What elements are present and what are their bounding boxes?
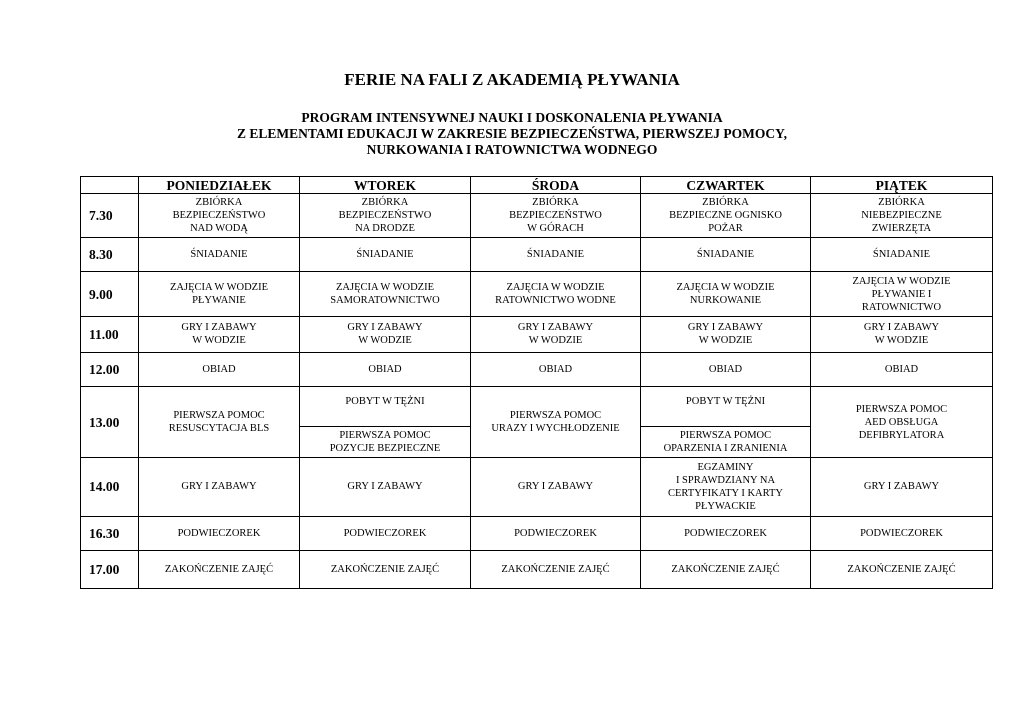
activity-cell — [300, 316, 471, 352]
cell-line: ZAJĘCIA W WODZIE — [336, 282, 434, 293]
subtitle-line: PROGRAM INTENSYWNEJ NAUKI I DOSKONALENIA PŁYWANIA — [301, 110, 723, 125]
cell-line: SAMORATOWNICTWO — [330, 295, 440, 306]
cell-line: PIERWSZA POMOC — [339, 429, 431, 441]
cell-line: ZBIÓRKA — [878, 197, 925, 209]
split-cell-bottom — [641, 427, 810, 458]
activity-cell — [641, 238, 811, 272]
cell-line: PŁYWACKIE — [695, 500, 756, 512]
cell-line: ZAKOŃCZENIE ZAJĘĆ — [330, 563, 440, 575]
cell-line: OBIAD — [538, 363, 573, 375]
cell-line: NIEBEZPIECZNE — [861, 210, 942, 222]
cell-line: EGZAMINY — [697, 461, 754, 473]
cell-line: POŻAR — [708, 223, 743, 235]
cell-line: GRY I ZABAWY — [517, 322, 594, 334]
table-row — [81, 386, 993, 457]
cell-line: BEZPIECZEŃSTWO — [509, 210, 602, 222]
cell-line: NURKOWANIE — [689, 295, 762, 306]
cell-line: CERTYFIKATY I KARTY — [667, 487, 783, 499]
cell-line: ZAKOŃCZENIE ZAJĘĆ — [164, 563, 274, 575]
split-activity-cell — [641, 386, 811, 457]
cell-line: OBIAD — [884, 363, 919, 375]
subtitle-line: Z ELEMENTAMI EDUKACJI W ZAKRESIE BEZPIECZEŃSTWA, PIERWSZEJ POMOCY, — [236, 126, 787, 141]
table-row — [81, 458, 993, 516]
header-row — [81, 177, 993, 194]
activity-cell — [641, 316, 811, 352]
cell-line: W WODZIE — [528, 335, 583, 347]
split-cell-top — [641, 387, 810, 427]
cell-line: ZAKOŃCZENIE ZAJĘĆ — [671, 563, 780, 575]
activity-cell — [811, 458, 993, 516]
cell-line: DEFIBRYLATORA — [858, 429, 945, 441]
cell-line: OBIAD — [202, 363, 236, 375]
cell-line: OBIAD — [368, 363, 402, 375]
cell-line: PIERWSZA POMOC — [679, 429, 772, 441]
activity-cell — [811, 516, 993, 550]
activity-cell — [139, 238, 300, 272]
activity-cell — [139, 458, 300, 516]
time-cell: 16.30 — [81, 516, 139, 550]
activity-cell — [139, 550, 300, 588]
split-cell-bottom-text — [330, 429, 441, 455]
activity-cell — [300, 238, 471, 272]
activity-cell — [139, 316, 300, 352]
table-row — [81, 194, 993, 238]
cell-line: RATOWNICTWO WODNE — [495, 295, 616, 306]
cell-line: BEZPIECZEŃSTWO — [172, 210, 266, 222]
activity-cell — [471, 386, 641, 457]
cell-line: PODWIECZOREK — [860, 527, 943, 539]
cell-line: GRY I ZABAWY — [347, 481, 423, 493]
cell-line: RESUSCYTACJA BLS — [168, 423, 270, 435]
time-cell: 11.00 — [81, 316, 139, 352]
time-cell: 14.00 — [81, 458, 139, 516]
cell-line: GRY I ZABAWY — [347, 322, 423, 334]
cell-line: PŁYWANIE I — [871, 288, 932, 300]
activity-cell — [471, 238, 641, 272]
cell-line: ŚNIADANIE — [526, 249, 585, 261]
cell-line: W WODZIE — [192, 335, 246, 347]
cell-line: RATOWNICTWO — [861, 301, 942, 313]
cell-line: PODWIECZOREK — [514, 527, 597, 539]
cell-line: W WODZIE — [874, 335, 929, 347]
cell-line: AED OBSŁUGA — [864, 416, 939, 428]
table-row — [81, 550, 993, 588]
corner-cell — [81, 177, 139, 194]
table-row — [81, 316, 993, 352]
table-row — [81, 238, 993, 272]
activity-cell — [300, 516, 471, 550]
time-cell: 13.00 — [81, 386, 139, 457]
cell-line: POBYT W TĘŻNI — [685, 395, 766, 407]
activity-cell — [641, 272, 811, 316]
cell-line: PIERWSZA POMOC — [509, 410, 602, 422]
activity-cell — [471, 316, 641, 352]
activity-cell — [811, 194, 993, 238]
cell-line: PIERWSZA POMOC — [855, 403, 948, 415]
activity-cell — [300, 352, 471, 386]
activity-cell — [471, 516, 641, 550]
activity-cell — [300, 550, 471, 588]
cell-line: W WODZIE — [698, 335, 753, 347]
subtitle-line: NURKOWANIA I RATOWNICTWA WODNEGO — [366, 142, 658, 157]
activity-cell — [811, 386, 993, 457]
split-cell-top-text — [345, 395, 424, 408]
cell-line: OBIAD — [708, 363, 743, 375]
cell-line: GRY I ZABAWY — [863, 481, 940, 493]
activity-cell — [300, 458, 471, 516]
activity-cell — [811, 238, 993, 272]
cell-line: GRY I ZABAWY — [687, 322, 764, 334]
day-header: PIĄTEK — [811, 177, 993, 194]
split-cell-inner — [300, 387, 470, 457]
table-row — [81, 352, 993, 386]
activity-cell — [471, 458, 641, 516]
activity-cell — [139, 194, 300, 238]
cell-line: OPARZENIA I ZRANIENIA — [663, 442, 788, 454]
split-cell-bottom-text — [664, 429, 788, 455]
cell-line: ZAKOŃCZENIE ZAJĘĆ — [847, 563, 956, 575]
activity-cell — [811, 550, 993, 588]
activity-cell — [471, 194, 641, 238]
cell-line: PODWIECZOREK — [343, 527, 427, 539]
activity-cell — [300, 194, 471, 238]
cell-line: ŚNIADANIE — [190, 249, 248, 261]
activity-cell — [139, 516, 300, 550]
cell-line: NA DRODZE — [355, 223, 415, 235]
time-cell: 9.00 — [81, 272, 139, 316]
time-cell: 17.00 — [81, 550, 139, 588]
time-cell: 7.30 — [81, 194, 139, 238]
cell-line: ZAJĘCIA W WODZIE — [676, 282, 775, 293]
cell-line: ZAJĘCIA W WODZIE — [506, 282, 605, 293]
activity-cell — [641, 516, 811, 550]
cell-line: W WODZIE — [358, 335, 412, 347]
activity-cell — [300, 272, 471, 316]
split-activity-cell — [300, 386, 471, 457]
split-cell-top — [300, 387, 470, 427]
split-cell-bottom — [300, 427, 470, 458]
activity-cell — [641, 458, 811, 516]
table-row — [81, 272, 993, 316]
activity-cell — [139, 352, 300, 386]
day-header: WTOREK — [300, 177, 471, 194]
cell-line: ŚNIADANIE — [356, 249, 414, 261]
cell-line: ŚNIADANIE — [872, 249, 931, 261]
page-subtitle — [0, 110, 1024, 158]
day-header: PONIEDZIAŁEK — [139, 177, 300, 194]
cell-line: ZAJĘCIA W WODZIE — [852, 275, 951, 287]
cell-line: BEZPIECZNE OGNISKO — [669, 210, 782, 222]
activity-cell — [139, 386, 300, 457]
schedule-table — [80, 176, 993, 589]
cell-line: W GÓRACH — [527, 223, 584, 235]
cell-line: URAZY I WYCHŁODZENIE — [491, 423, 620, 435]
activity-cell — [139, 272, 300, 316]
activity-cell — [811, 272, 993, 316]
cell-line: BEZPIECZEŃSTWO — [338, 210, 432, 222]
cell-line: GRY I ZABAWY — [863, 322, 940, 334]
cell-line: PIERWSZA POMOC — [173, 410, 265, 422]
cell-line: ZBIÓRKA — [702, 197, 749, 209]
activity-cell — [811, 352, 993, 386]
cell-line: ZBIÓRKA — [361, 197, 409, 209]
cell-line: ZAKOŃCZENIE ZAJĘĆ — [501, 563, 610, 575]
activity-cell — [641, 194, 811, 238]
cell-line: ŚNIADANIE — [696, 249, 755, 261]
time-cell: 8.30 — [81, 238, 139, 272]
cell-line: GRY I ZABAWY — [181, 481, 257, 493]
cell-line: ZWIERZĘTA — [871, 223, 932, 235]
cell-line: ZBIÓRKA — [195, 197, 243, 209]
split-cell-inner — [641, 387, 810, 457]
cell-line: PODWIECZOREK — [177, 527, 261, 539]
day-header: ŚRODA — [471, 177, 641, 194]
cell-line: I SPRAWDZIANY NA — [675, 474, 776, 486]
time-cell: 12.00 — [81, 352, 139, 386]
activity-cell — [641, 352, 811, 386]
cell-line: POZYCJE BEZPIECZNE — [329, 442, 441, 454]
cell-line: GRY I ZABAWY — [517, 481, 594, 493]
activity-cell — [811, 316, 993, 352]
activity-cell — [471, 272, 641, 316]
page-title: FERIE NA FALI Z AKADEMIĄ PŁYWANIA — [344, 70, 680, 89]
cell-line: NAD WODĄ — [190, 223, 248, 235]
cell-line: ZBIÓRKA — [532, 197, 579, 209]
split-cell-top-text — [686, 395, 765, 408]
table-row — [81, 516, 993, 550]
activity-cell — [471, 550, 641, 588]
cell-line: GRY I ZABAWY — [181, 322, 257, 334]
cell-line: ZAJĘCIA W WODZIE — [170, 282, 268, 293]
cell-line: PŁYWANIE — [192, 295, 246, 306]
activity-cell — [471, 352, 641, 386]
cell-line: PODWIECZOREK — [684, 527, 767, 539]
cell-line: POBYT W TĘŻNI — [345, 395, 425, 407]
activity-cell — [641, 550, 811, 588]
day-header: CZWARTEK — [641, 177, 811, 194]
